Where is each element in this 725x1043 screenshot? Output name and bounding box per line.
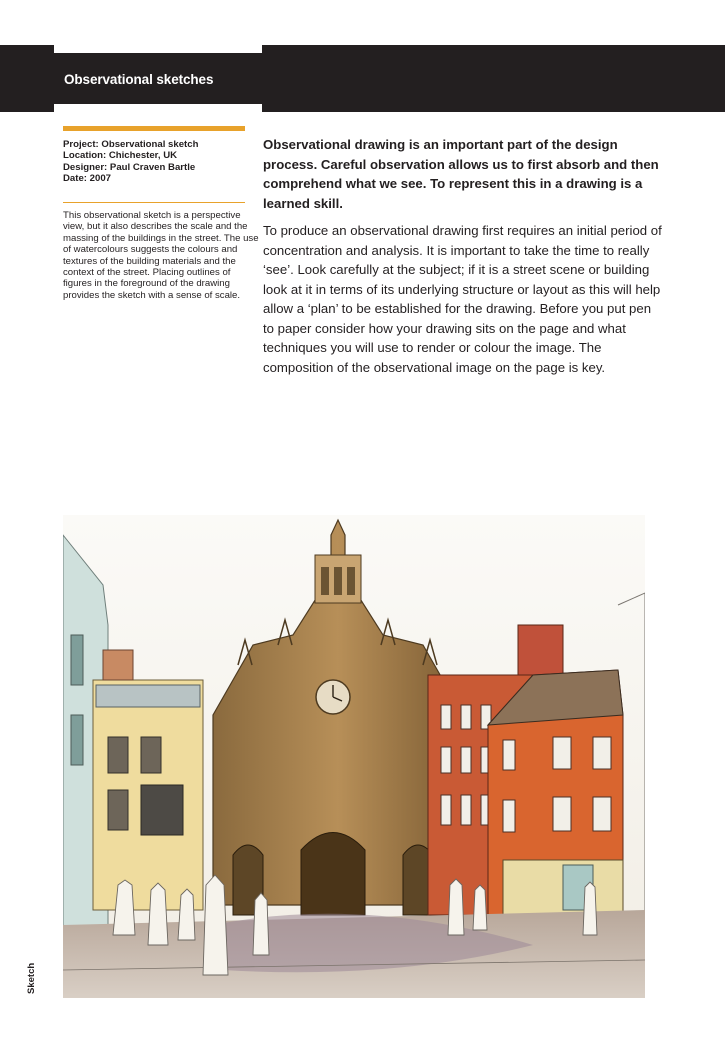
project-designer: Designer: Paul Craven Bartle [63, 161, 196, 173]
body-paragraph: To produce an observational drawing first requires an initial period of concentration and analysis. It is important to take the time to really ‘see’. Look carefully at the subject; if it is a street scene or building look at it in terms of its underlying structure or layout as this will help allow a ‘plan’ to be established for the drawing. Before you put pen to paper consider how your drawing sits on the page and what techniques you will use to render or colour the image. The composition of the observational image on the page is key. [263, 223, 662, 375]
header-notch-top [54, 45, 262, 53]
divider-rule [63, 202, 245, 203]
section-title: Observational sketches [64, 72, 214, 87]
project-info [63, 139, 253, 184]
image-caption: This observational sketch is a perspective view, but it also describes the scale and the massing of the buildings in the street. The use of watercolours suggests the colours and textures of the building materials and the context of the street. Placing outlines of figures in the foreground of the drawing provides the sketch with a sense of scale. [63, 210, 259, 301]
watercolour-sketch-image [63, 515, 645, 998]
side-label: Sketch [26, 962, 37, 994]
market-cross-sketch [63, 515, 645, 998]
project-name: Project: Observational sketch [63, 139, 199, 150]
lead-paragraph: Observational drawing is an important part of the design process. Careful observation allows us to first absorb and then comprehend what we see. To represent this in a drawing is a learned skill. [263, 137, 659, 211]
project-date: Date: 2007 [63, 172, 111, 184]
project-location: Location: Chichester, UK [63, 150, 178, 162]
accent-rule [63, 126, 245, 131]
header-notch-bottom [54, 104, 262, 112]
